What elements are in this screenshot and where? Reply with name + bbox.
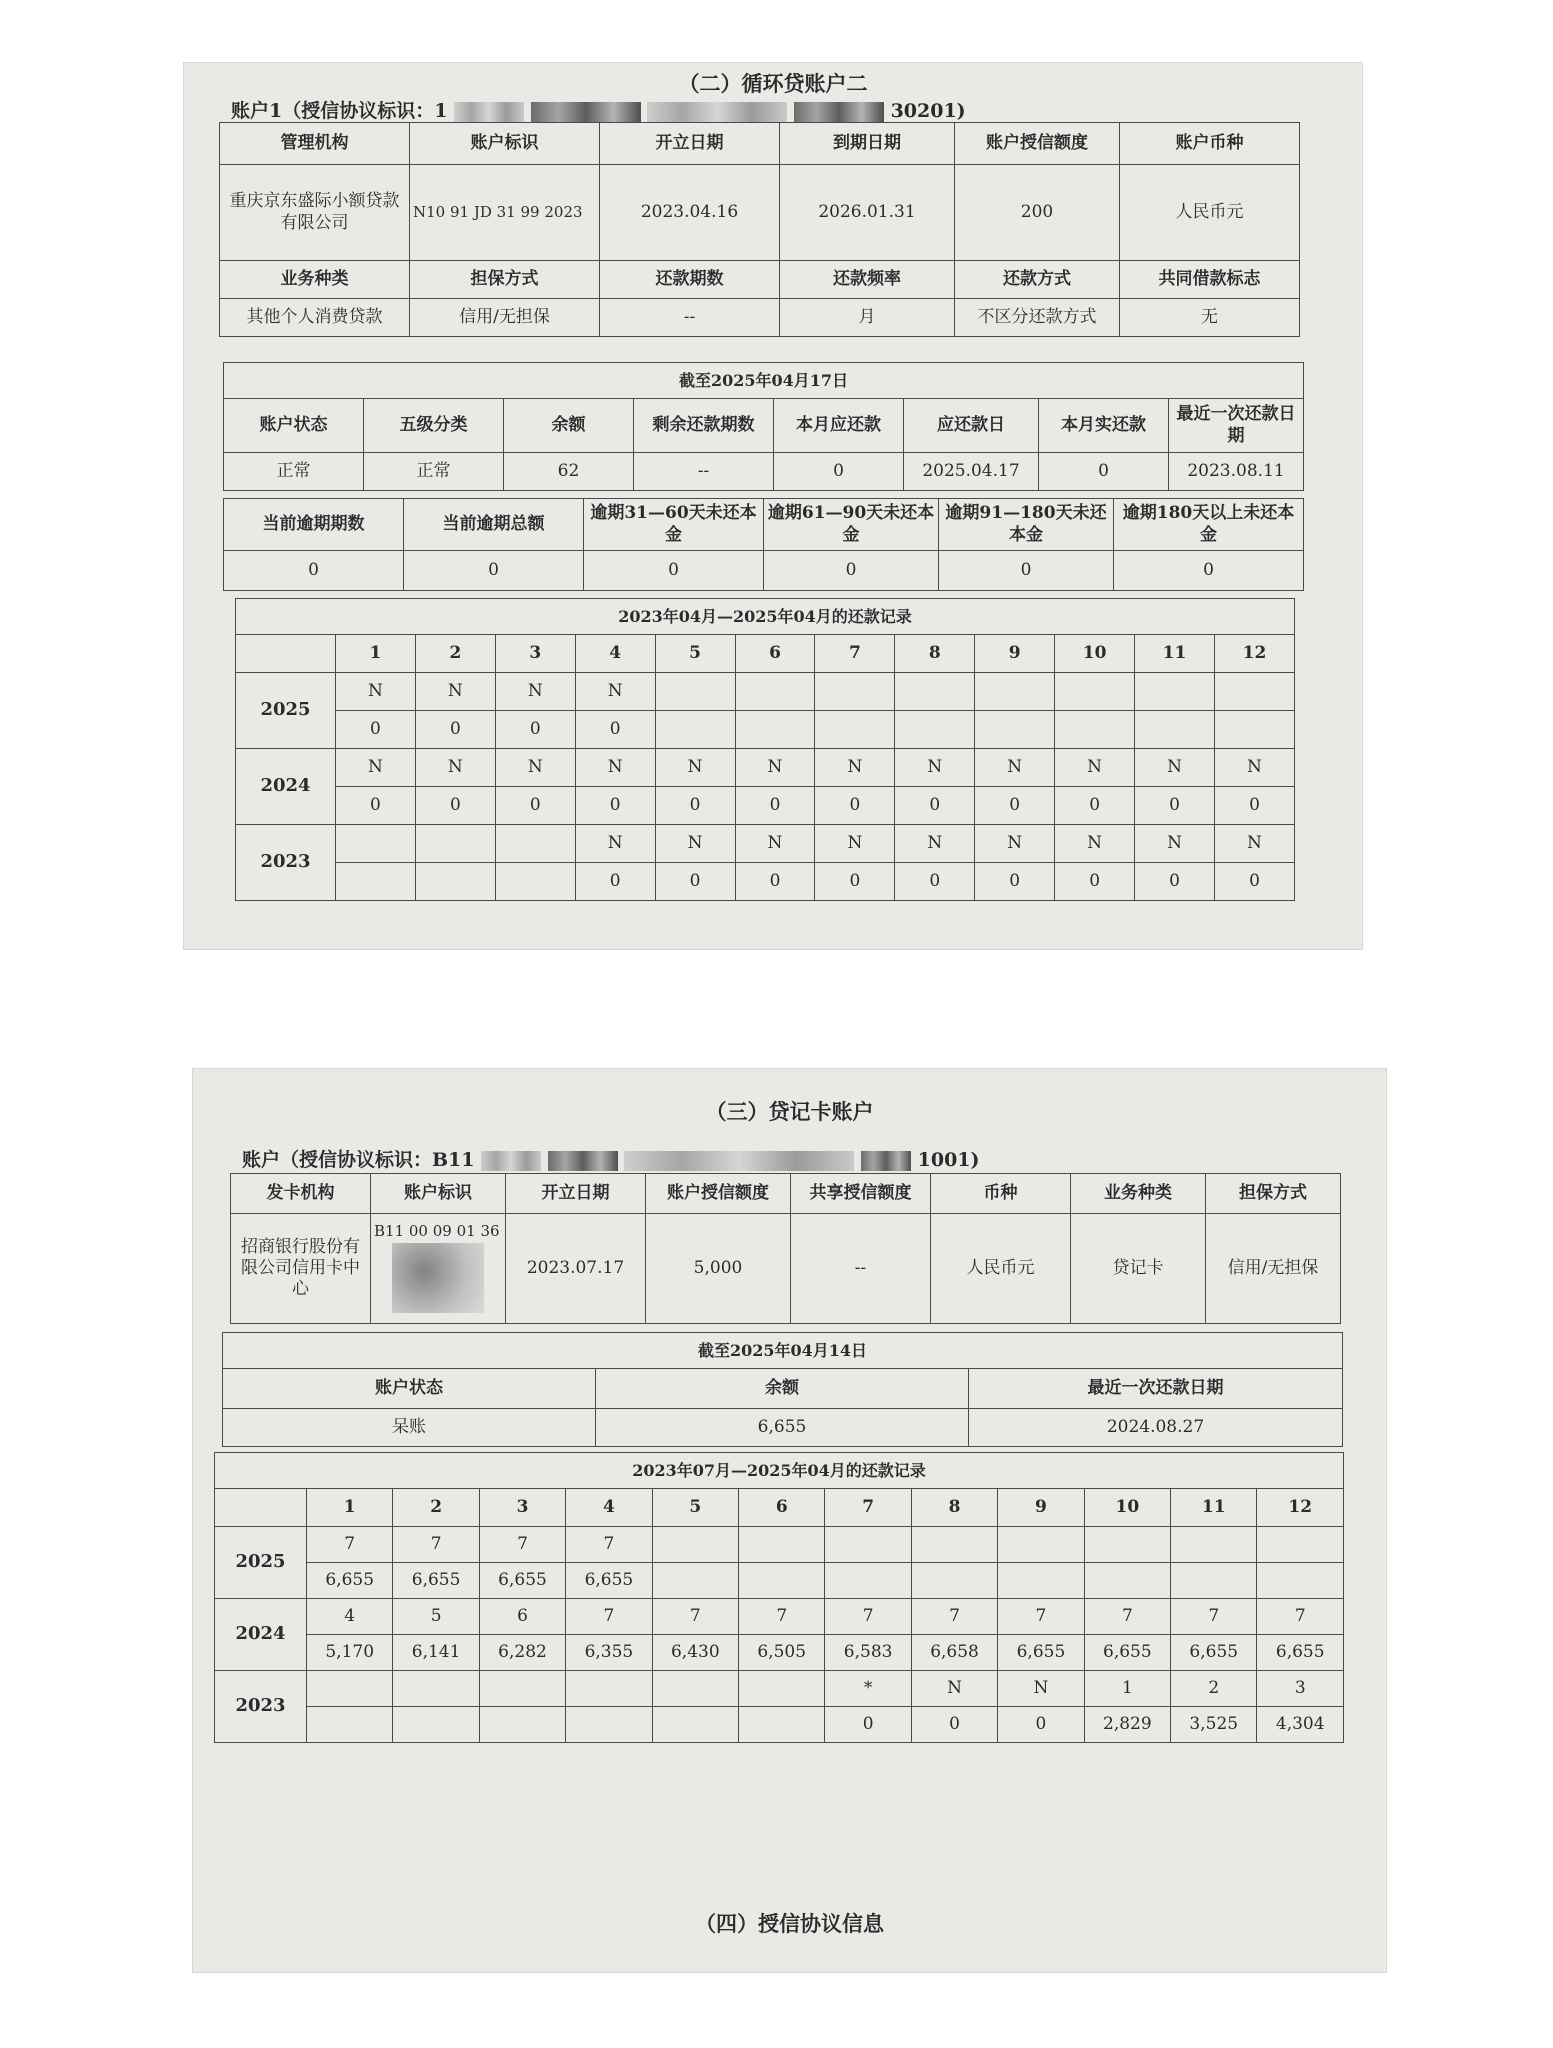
status-cell: N — [655, 825, 735, 863]
status-cell: 7 — [307, 1527, 393, 1563]
status-cell — [307, 1671, 393, 1707]
repay-periods: -- — [600, 299, 780, 337]
header-cell: 业务种类 — [220, 261, 410, 299]
status-cell: N — [815, 749, 895, 787]
status-cell: N — [895, 749, 975, 787]
amount-cell: 0 — [975, 787, 1055, 825]
repay-method: 不区分还款方式 — [955, 299, 1120, 337]
amount-cell: 0 — [336, 787, 416, 825]
header-cell: 本月应还款 — [774, 399, 904, 453]
remaining-periods: -- — [634, 453, 774, 491]
amount-cell: 0 — [825, 1707, 911, 1743]
redaction — [531, 102, 641, 122]
business-type: 贷记卡 — [1071, 1214, 1206, 1324]
status-cell — [652, 1527, 738, 1563]
amount-cell: 6,658 — [911, 1635, 997, 1671]
header-cell: 最近一次还款日期 — [1169, 399, 1304, 453]
redaction — [481, 1151, 541, 1171]
status-cell: 7 — [1084, 1599, 1170, 1635]
status-cell: N — [1214, 825, 1294, 863]
amount-cell — [479, 1707, 565, 1743]
amount-cell — [1257, 1563, 1344, 1599]
month-header: 10 — [1055, 635, 1135, 673]
amount-cell: 0 — [1055, 787, 1135, 825]
amount-cell: 0 — [1135, 863, 1215, 901]
amount-cell: 0 — [975, 863, 1055, 901]
header-cell: 最近一次还款日期 — [969, 1369, 1343, 1409]
account-id-visible: N10 91 JD 31 99 2023 — [413, 203, 583, 222]
overdue-value: 0 — [584, 551, 764, 591]
month-header: 5 — [655, 635, 735, 673]
header-cell: 担保方式 — [1206, 1174, 1341, 1214]
amount-cell — [566, 1707, 652, 1743]
header-cell: 担保方式 — [410, 261, 600, 299]
status-cell — [739, 1527, 825, 1563]
amount-cell: 0 — [495, 711, 575, 749]
status-cell — [911, 1527, 997, 1563]
section-title: （三）贷记卡账户 — [705, 1099, 874, 1124]
month-header: 5 — [652, 1489, 738, 1527]
status-cell: 3 — [1257, 1671, 1344, 1707]
account-line — [231, 96, 966, 123]
header-cell: 账户授信额度 — [955, 123, 1120, 165]
status-cell: 7 — [1171, 1599, 1257, 1635]
header-cell: 逾期180天以上未还本金 — [1114, 499, 1304, 551]
year-label: 2024 — [215, 1599, 307, 1671]
status-cell: 7 — [479, 1527, 565, 1563]
status-cell: 7 — [566, 1599, 652, 1635]
status-cell — [998, 1527, 1084, 1563]
header-cell: 共同借款标志 — [1120, 261, 1300, 299]
status-cell — [975, 673, 1055, 711]
amount-cell: 6,355 — [566, 1635, 652, 1671]
header-cell: 还款频率 — [780, 261, 955, 299]
header-cell: 业务种类 — [1071, 1174, 1206, 1214]
business-type: 其他个人消费贷款 — [220, 299, 410, 337]
amount-cell: 0 — [735, 863, 815, 901]
month-header: 7 — [825, 1489, 911, 1527]
amount-cell: 0 — [1135, 787, 1215, 825]
header-cell: 账户标识 — [371, 1174, 506, 1214]
year-label: 2025 — [236, 673, 336, 749]
status-cell: 4 — [307, 1599, 393, 1635]
month-header: 9 — [975, 635, 1055, 673]
amount-cell: 6,282 — [479, 1635, 565, 1671]
month-header: 1 — [307, 1489, 393, 1527]
month-header: 11 — [1135, 635, 1215, 673]
status-cell: N — [1214, 749, 1294, 787]
account-line — [242, 1145, 980, 1172]
repay-frequency: 月 — [780, 299, 955, 337]
account-id — [371, 1214, 506, 1324]
credit-card-page — [192, 1068, 1387, 1973]
month-header: 4 — [566, 1489, 652, 1527]
year-label: 2024 — [236, 749, 336, 825]
amount-cell: 0 — [1214, 787, 1294, 825]
amount-cell: 0 — [415, 787, 495, 825]
joint-flag: 无 — [1120, 299, 1300, 337]
amount-cell: 0 — [415, 711, 495, 749]
amount-cell — [652, 1707, 738, 1743]
amount-cell: 3,525 — [1171, 1707, 1257, 1743]
amount-cell: 0 — [336, 711, 416, 749]
corner-cell — [215, 1489, 307, 1527]
amount-cell — [1171, 1563, 1257, 1599]
amount-cell: 0 — [895, 863, 975, 901]
amount-cell: 5,170 — [307, 1635, 393, 1671]
status-cell: 7 — [825, 1599, 911, 1635]
paid-this-month: 0 — [1039, 453, 1169, 491]
status-table — [223, 362, 1304, 491]
status-cell — [739, 1671, 825, 1707]
amount-cell: 6,655 — [1084, 1635, 1170, 1671]
month-header: 9 — [998, 1489, 1084, 1527]
overdue-value: 0 — [404, 551, 584, 591]
amount-cell: 6,655 — [998, 1635, 1084, 1671]
account-status: 呆账 — [223, 1409, 596, 1447]
header-cell: 剩余还款期数 — [634, 399, 774, 453]
month-header: 1 — [336, 635, 416, 673]
status-cell: * — [825, 1671, 911, 1707]
month-header: 4 — [575, 635, 655, 673]
amount-cell — [975, 711, 1055, 749]
status-cell — [1135, 673, 1215, 711]
amount-cell: 6,430 — [652, 1635, 738, 1671]
card-info-table — [230, 1173, 1341, 1324]
account-line-prefix: 账户1（授信协议标识：1 — [231, 100, 448, 122]
status-cell: N — [495, 749, 575, 787]
status-cell — [495, 825, 575, 863]
overdue-table — [223, 498, 1304, 591]
overdue-value: 0 — [224, 551, 404, 591]
status-cell: N — [1135, 825, 1215, 863]
status-cell — [479, 1671, 565, 1707]
account-line-prefix: 账户（授信协议标识：B11 — [242, 1149, 475, 1171]
status-cell: N — [575, 673, 655, 711]
header-cell: 逾期61—90天未还本金 — [764, 499, 939, 551]
amount-cell: 0 — [495, 787, 575, 825]
amount-cell: 0 — [575, 863, 655, 901]
status-cell: 7 — [566, 1527, 652, 1563]
header-cell: 账户币种 — [1120, 123, 1300, 165]
status-cell: N — [655, 749, 735, 787]
due-this-month: 0 — [774, 453, 904, 491]
amount-cell: 6,655 — [1171, 1635, 1257, 1671]
account-status: 正常 — [224, 453, 364, 491]
month-header: 6 — [739, 1489, 825, 1527]
status-cell — [652, 1671, 738, 1707]
status-cell: N — [495, 673, 575, 711]
month-header: 12 — [1214, 635, 1294, 673]
as-of-date: 截至2025年04月17日 — [224, 363, 1304, 399]
header-cell: 开立日期 — [506, 1174, 646, 1214]
header-cell: 共享授信额度 — [791, 1174, 931, 1214]
balance: 6,655 — [596, 1409, 969, 1447]
month-header: 10 — [1084, 1489, 1170, 1527]
header-cell: 余额 — [504, 399, 634, 453]
status-cell: 7 — [998, 1599, 1084, 1635]
status-cell: 7 — [1257, 1599, 1344, 1635]
card-status-table — [222, 1332, 1343, 1447]
last-payment-date: 2023.08.11 — [1169, 453, 1304, 491]
amount-cell — [307, 1707, 393, 1743]
as-of-date: 截至2025年04月14日 — [223, 1333, 1343, 1369]
status-cell: N — [1135, 749, 1215, 787]
status-cell: N — [1055, 825, 1135, 863]
status-cell: N — [895, 825, 975, 863]
account-id-visible: B11 00 09 01 36 — [374, 1222, 500, 1241]
status-cell — [336, 825, 416, 863]
record-title: 2023年07月—2025年04月的还款记录 — [215, 1453, 1344, 1489]
status-cell: N — [815, 825, 895, 863]
five-class: 正常 — [364, 453, 504, 491]
header-cell: 账户状态 — [223, 1369, 596, 1409]
next-section-title: （四）授信协议信息 — [695, 1911, 884, 1936]
month-header: 2 — [393, 1489, 479, 1527]
issuer: 招商银行股份有限公司信用卡中心 — [231, 1214, 371, 1324]
header-cell: 余额 — [596, 1369, 969, 1409]
redaction — [392, 1243, 484, 1313]
year-label: 2023 — [215, 1671, 307, 1743]
amount-cell: 6,583 — [825, 1635, 911, 1671]
section-title: （二）循环贷账户二 — [678, 71, 868, 96]
amount-cell — [1135, 711, 1215, 749]
header-cell: 逾期91—180天未还本金 — [939, 499, 1114, 551]
month-header: 11 — [1171, 1489, 1257, 1527]
amount-cell: 6,655 — [479, 1563, 565, 1599]
amount-cell: 0 — [1214, 863, 1294, 901]
status-cell — [1171, 1527, 1257, 1563]
amount-cell — [336, 863, 416, 901]
amount-cell: 6,655 — [566, 1563, 652, 1599]
header-cell: 当前逾期总额 — [404, 499, 584, 551]
open-date: 2023.04.16 — [600, 165, 780, 261]
amount-cell: 0 — [575, 787, 655, 825]
repayment-record-table — [235, 598, 1295, 901]
amount-cell: 0 — [815, 863, 895, 901]
account-id — [410, 165, 600, 261]
currency: 人民币元 — [1120, 165, 1300, 261]
status-cell: N — [1055, 749, 1135, 787]
status-cell: N — [911, 1671, 997, 1707]
amount-cell: 0 — [998, 1707, 1084, 1743]
header-cell: 本月实还款 — [1039, 399, 1169, 453]
amount-cell: 0 — [575, 711, 655, 749]
amount-cell — [655, 711, 735, 749]
overdue-value: 0 — [939, 551, 1114, 591]
year-label: 2025 — [215, 1527, 307, 1599]
last-payment-date: 2024.08.27 — [969, 1409, 1343, 1447]
status-cell: N — [735, 825, 815, 863]
amount-cell: 0 — [655, 787, 735, 825]
amount-cell — [415, 863, 495, 901]
amount-cell: 0 — [735, 787, 815, 825]
status-cell — [1257, 1527, 1344, 1563]
amount-cell — [911, 1563, 997, 1599]
status-cell: N — [998, 1671, 1084, 1707]
header-cell: 管理机构 — [220, 123, 410, 165]
month-header: 2 — [415, 635, 495, 673]
amount-cell: 4,304 — [1257, 1707, 1344, 1743]
amount-cell — [998, 1563, 1084, 1599]
amount-cell: 0 — [815, 787, 895, 825]
redaction — [548, 1151, 618, 1171]
amount-cell: 6,655 — [307, 1563, 393, 1599]
status-cell — [415, 825, 495, 863]
month-header: 6 — [735, 635, 815, 673]
status-cell — [1055, 673, 1135, 711]
status-cell: 7 — [652, 1599, 738, 1635]
header-cell: 发卡机构 — [231, 1174, 371, 1214]
amount-cell: 6,655 — [1257, 1635, 1344, 1671]
amount-cell: 2,829 — [1084, 1707, 1170, 1743]
credit-limit: 200 — [955, 165, 1120, 261]
header-cell: 到期日期 — [780, 123, 955, 165]
status-cell: N — [415, 673, 495, 711]
balance: 62 — [504, 453, 634, 491]
redaction — [647, 102, 787, 122]
amount-cell — [1214, 711, 1294, 749]
status-cell — [1084, 1527, 1170, 1563]
status-cell: N — [336, 673, 416, 711]
guarantee: 信用/无担保 — [1206, 1214, 1341, 1324]
month-header: 8 — [895, 635, 975, 673]
amount-cell — [815, 711, 895, 749]
status-cell: 7 — [739, 1599, 825, 1635]
status-cell — [735, 673, 815, 711]
header-cell: 开立日期 — [600, 123, 780, 165]
corner-cell — [236, 635, 336, 673]
institution: 重庆京东盛际小额贷款有限公司 — [220, 165, 410, 261]
redaction — [454, 102, 524, 122]
header-cell: 五级分类 — [364, 399, 504, 453]
status-cell: N — [336, 749, 416, 787]
amount-cell — [1084, 1563, 1170, 1599]
month-header: 3 — [495, 635, 575, 673]
header-cell: 当前逾期期数 — [224, 499, 404, 551]
credit-limit: 5,000 — [646, 1214, 791, 1324]
amount-cell — [1055, 711, 1135, 749]
status-cell — [1214, 673, 1294, 711]
revolving-loan-page — [183, 62, 1363, 950]
amount-cell: 0 — [911, 1707, 997, 1743]
header-cell: 账户状态 — [224, 399, 364, 453]
status-cell — [895, 673, 975, 711]
amount-cell — [739, 1563, 825, 1599]
amount-cell: 0 — [655, 863, 735, 901]
open-date: 2023.07.17 — [506, 1214, 646, 1324]
redaction — [624, 1151, 854, 1171]
status-cell: 1 — [1084, 1671, 1170, 1707]
status-cell: 2 — [1171, 1671, 1257, 1707]
amount-cell — [895, 711, 975, 749]
header-cell: 应还款日 — [904, 399, 1039, 453]
amount-cell: 6,141 — [393, 1635, 479, 1671]
status-cell: 7 — [911, 1599, 997, 1635]
header-cell: 逾期31—60天未还本金 — [584, 499, 764, 551]
status-cell: N — [575, 749, 655, 787]
amount-cell — [735, 711, 815, 749]
overdue-value: 0 — [764, 551, 939, 591]
status-cell: 5 — [393, 1599, 479, 1635]
header-cell: 账户标识 — [410, 123, 600, 165]
header-cell: 还款期数 — [600, 261, 780, 299]
amount-cell — [739, 1707, 825, 1743]
status-cell: 6 — [479, 1599, 565, 1635]
status-cell: N — [575, 825, 655, 863]
status-cell — [566, 1671, 652, 1707]
currency: 人民币元 — [931, 1214, 1071, 1324]
account-info-table — [219, 122, 1300, 337]
guarantee: 信用/无担保 — [410, 299, 600, 337]
status-cell: N — [415, 749, 495, 787]
status-cell — [815, 673, 895, 711]
amount-cell — [825, 1563, 911, 1599]
header-cell: 还款方式 — [955, 261, 1120, 299]
year-label: 2023 — [236, 825, 336, 901]
overdue-value: 0 — [1114, 551, 1304, 591]
header-cell: 账户授信额度 — [646, 1174, 791, 1214]
month-header: 7 — [815, 635, 895, 673]
status-cell — [393, 1671, 479, 1707]
redaction — [794, 102, 884, 122]
status-cell: N — [735, 749, 815, 787]
account-line-suffix: 1001) — [917, 1149, 980, 1171]
status-cell: 7 — [393, 1527, 479, 1563]
amount-cell — [652, 1563, 738, 1599]
amount-cell: 6,655 — [393, 1563, 479, 1599]
status-cell — [825, 1527, 911, 1563]
header-cell: 币种 — [931, 1174, 1071, 1214]
amount-cell: 6,505 — [739, 1635, 825, 1671]
amount-cell — [393, 1707, 479, 1743]
status-cell: N — [975, 749, 1055, 787]
month-header: 8 — [911, 1489, 997, 1527]
status-cell: N — [975, 825, 1055, 863]
record-title: 2023年04月—2025年04月的还款记录 — [236, 599, 1295, 635]
month-header: 3 — [479, 1489, 565, 1527]
redaction — [861, 1151, 911, 1171]
amount-cell — [495, 863, 575, 901]
account-line-suffix: 30201) — [890, 100, 966, 122]
amount-cell: 0 — [895, 787, 975, 825]
repayment-record-table — [214, 1452, 1344, 1743]
payment-due-date: 2025.04.17 — [904, 453, 1039, 491]
amount-cell: 0 — [1055, 863, 1135, 901]
month-header: 12 — [1257, 1489, 1344, 1527]
due-date: 2026.01.31 — [780, 165, 955, 261]
status-cell — [655, 673, 735, 711]
shared-limit: -- — [791, 1214, 931, 1324]
